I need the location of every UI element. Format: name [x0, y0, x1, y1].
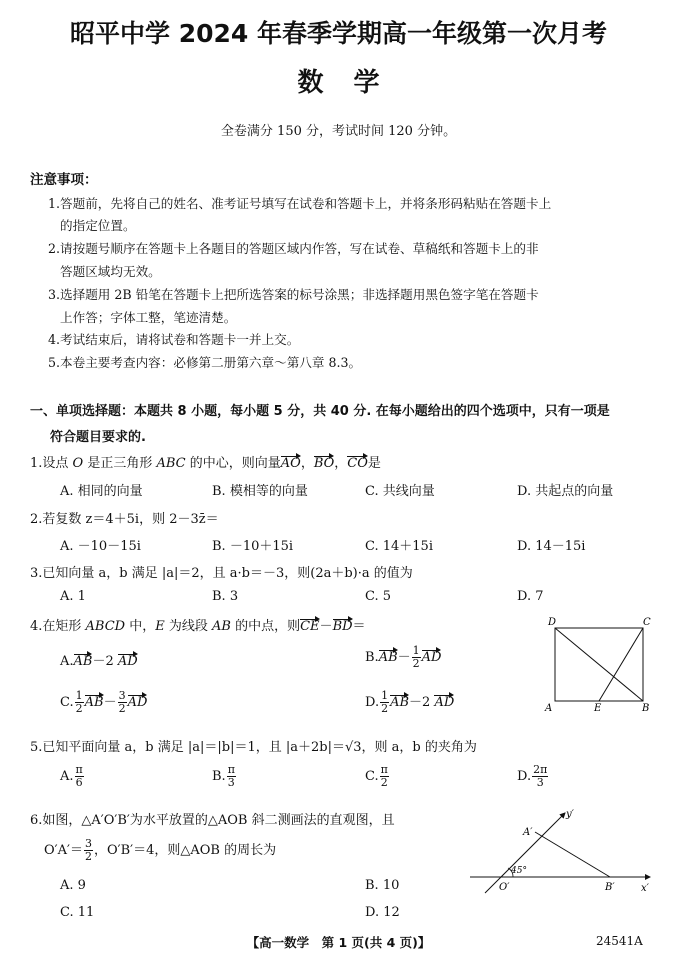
- question-2-option-a: A. －10－15i: [60, 539, 141, 554]
- question-2-option-b: B. －10＋15i: [212, 539, 294, 554]
- notice-line: 3.选择题用 2B 铅笔在答题卡上把所选答案的标号涂黑；非选择题用黑色签字笔在答题卡: [48, 287, 539, 302]
- notice-heading: 注意事项：: [30, 172, 98, 188]
- notice-line: 4.考试结束后，请将试卷和答题卡一并上交。: [48, 332, 300, 347]
- question-4-option-d: D. $\frac{1}{2}$ AB－2 AD: [365, 689, 455, 715]
- question-6-option-d: D. 12: [365, 905, 400, 920]
- notice-line: 上作答；字体工整，笔迹清楚。: [60, 310, 237, 325]
- question-4-stem: 4.在矩形 ABCD 中，E 为线段 AB 的中点，则CE－BD＝: [30, 619, 366, 634]
- notice-line: 的指定位置。: [60, 218, 136, 233]
- question-3-stem: 3.已知向量 a，b 满足 |a|＝2，且 a·b＝－3，则(2a＋b)·a 的值为: [30, 566, 413, 581]
- rectangle-figure: [540, 612, 660, 717]
- question-6-stem: 6.如图，△A′O′B′为水平放置的△AOB 斜二测画法的直观图，且: [30, 813, 395, 828]
- question-5-option-c: C. $\frac{\pi}{2}$: [365, 763, 388, 789]
- question-5-stem: 5.已知平面向量 a，b 满足 |a|＝|b|＝1，且 |a＋2b|＝√3，则 a，b 的夹角为: [30, 740, 477, 755]
- question-4-option-a: A.AB－2 AD: [60, 654, 138, 669]
- notice-line: 1.答题前，先将自己的姓名、准考证号填写在试卷和答题卡上，并将条形码粘贴在答题卡上: [48, 196, 552, 211]
- subject-title: 数学: [297, 68, 410, 98]
- notice-line: 5.本卷主要考查内容：必修第二册第六章～第八章 8.3。: [48, 355, 362, 370]
- figure-label-d: D: [548, 617, 557, 628]
- oblique-projection-figure: [465, 805, 660, 900]
- question-2-option-d: D. 14－15i: [517, 539, 586, 554]
- question-6-option-b: B. 10: [365, 878, 400, 893]
- figure-label-o: O′: [499, 882, 510, 893]
- figure-label-e: E: [594, 703, 602, 714]
- question-1-option-b: B. 模相等的向量: [212, 484, 308, 499]
- question-4-option-b: B.AB－ $\frac{1}{2}$ AD: [365, 644, 442, 670]
- question-5-option-a: A. $\frac{\pi}{6}$: [60, 763, 83, 789]
- figure-angle-label: 45°: [511, 866, 527, 876]
- section-heading-cont: 符合题目要求的.: [50, 430, 146, 445]
- question-2-stem: 2.若复数 z＝4＋5i，则 2－3z̄＝: [30, 512, 219, 527]
- question-5-option-b: B. $\frac{\pi}{3}$: [212, 763, 235, 789]
- notice-line: 2.请按题号顺序在答题卡上各题目的答题区域内作答，写在试卷、草稿纸和答题卡上的非: [48, 241, 539, 256]
- figure-label-x: x′: [641, 883, 649, 894]
- figure-label-a: A′: [523, 827, 533, 838]
- question-1-stem: 1.设点 O 是正三角形 ABC 的中心，则向量AO，BO，CO是: [30, 456, 381, 471]
- question-3-option-a: A. 1: [60, 589, 86, 604]
- question-6-option-a: A. 9: [60, 878, 86, 893]
- figure-label-b: B: [642, 703, 650, 714]
- notice-line: 答题区域均无效。: [60, 264, 161, 279]
- question-3-option-c: C. 5: [365, 589, 392, 604]
- paper-code: 24541A: [596, 934, 643, 948]
- figure-label-y: y′: [566, 809, 574, 820]
- question-2-option-c: C. 14＋15i: [365, 539, 433, 554]
- question-1-option-d: D. 共起点的向量: [517, 484, 614, 499]
- full-score-note: 全卷满分 150 分，考试时间 120 分钟。: [220, 124, 457, 139]
- figure-label-a: A: [545, 703, 553, 714]
- question-1-option-a: A. 相同的向量: [60, 484, 143, 499]
- question-4-option-c: C. $\frac{1}{2}$ AB－ $\frac{3}{2}$ AD: [60, 689, 148, 715]
- question-6-option-c: C. 11: [60, 905, 95, 920]
- section-heading: 一、单项选择题：本题共 8 小题，每小题 5 分，共 40 分. 在每小题给出的四个选项中，只有一项是: [30, 404, 610, 419]
- page-footer: 【高一数学 第 1 页(共 4 页)】: [246, 935, 431, 950]
- question-1-option-c: C. 共线向量: [365, 484, 435, 499]
- exam-title: 昭平中学 2024 年春季学期高一年级第一次月考: [70, 19, 607, 48]
- question-3-option-b: B. 3: [212, 589, 239, 604]
- question-6-stem-line2: O′A′＝ $\frac{3}{2}$ ，O′B′＝4，则△AOB 的周长为: [44, 837, 277, 863]
- question-5-option-d: D. $\frac{2\pi}{3}$: [517, 763, 548, 789]
- figure-label-b: B′: [605, 882, 615, 893]
- question-3-option-d: D. 7: [517, 589, 544, 604]
- figure-label-c: C: [643, 617, 651, 628]
